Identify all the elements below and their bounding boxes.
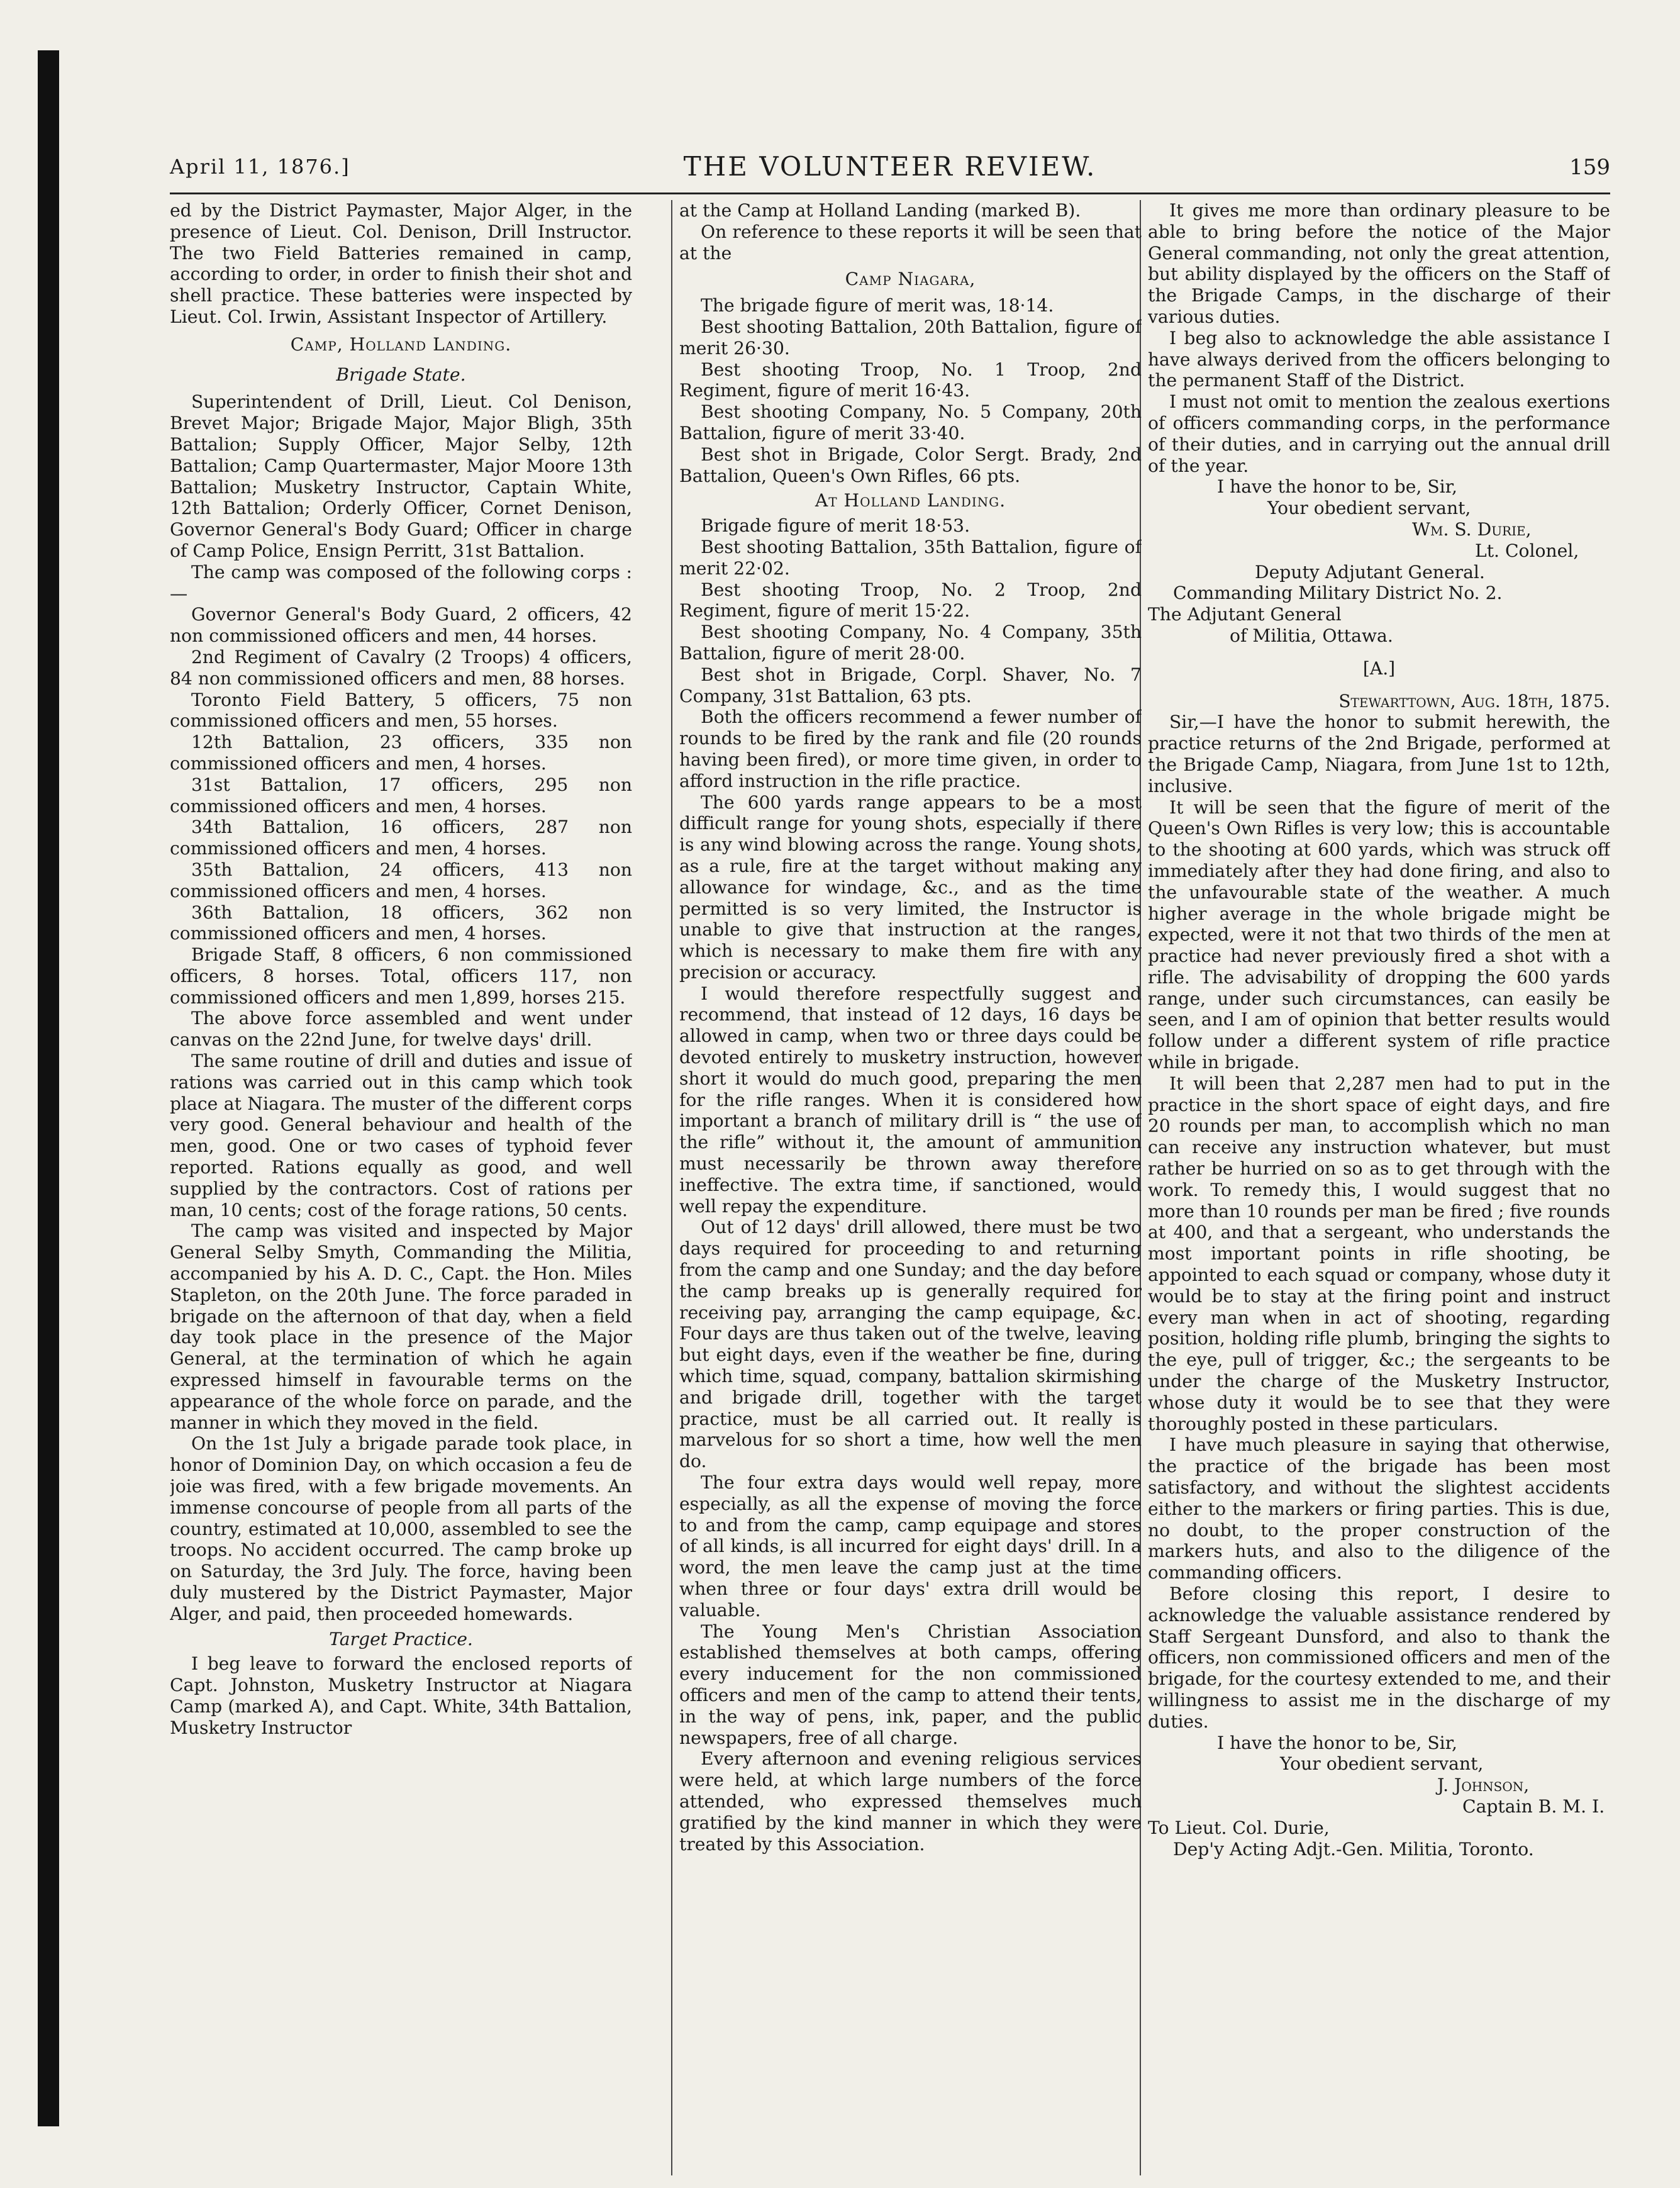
paragraph: 2nd Regiment of Cavalry (2 Troops) 4 officers, 84 non commissioned officers and men, 88 horses. xyxy=(170,646,632,689)
column-divider xyxy=(671,200,672,2175)
closing-line: I have the honor to be, Sir, xyxy=(1217,1732,1457,1753)
paragraph: Brigade Staff, 8 officers, 6 non commissioned officers, 8 horses. Total, officers 117, non commissioned officers and men 1,899, horses 215. xyxy=(170,944,632,1008)
paragraph: Governor General's Body Guard, 2 officers, 42 non commissioned officers and men, 44 horses. xyxy=(170,604,632,647)
paragraph: I have much pleasure in saying that otherwise, the practice of the brigade has been most satisfactory, and without the slightest accidents either to the markers or firing parties. This is due, no doubt, to the proper construction of the markers huts, and also to the diligence of the commanding officers. xyxy=(1148,1434,1610,1583)
header-title: THE VOLUNTEER REVIEW. xyxy=(683,151,1097,182)
paragraph: I must not omit to mention the zealous exertions of officers commanding corps, in the performance of their duties, and in carrying out the annual drill of the year. xyxy=(1148,391,1610,476)
section-heading: Target Practice. xyxy=(329,1628,473,1649)
section-heading: Camp Niagara, xyxy=(845,269,976,290)
header-rule xyxy=(170,193,1610,194)
paragraph: Both the officers recommend a fewer number of rounds to be fired by the rank and file (20 rounds having been fired), or more time given, in order to afford instruction in the rifle practice. xyxy=(679,706,1142,791)
section-heading: At Holland Landing. xyxy=(815,490,1006,511)
paragraph: Best shot in Brigade, Corpl. Shaver, No. 7 Company, 31st Battalion, 63 pts. xyxy=(679,664,1142,706)
page-binding-edge xyxy=(38,50,59,2126)
section-heading: Camp, Holland Landing. xyxy=(290,333,512,355)
paragraph: 34th Battalion, 16 officers, 287 non commissioned officers and men, 4 horses. xyxy=(170,817,632,859)
paragraph: Best shot in Brigade, Color Sergt. Brady, 2nd Battalion, Queen's Own Rifles, 66 pts. xyxy=(679,444,1142,486)
paragraph: Best shooting Battalion, 20th Battalion, figure of merit 26·30. xyxy=(679,316,1142,359)
paragraph: Out of 12 days' drill allowed, there must be two days required for proceeding to and returning from the camp and one Sunday; and the day before the camp breaks up is generally required for receiving pay, arranging the camp equipage, &c. Four days are thus taken out of the twelve, leaving but eight days, even if the weather be fine, during which time, squad, company, battalion skirmishing and brigade drill, together with the target practice, must be all carried out. It really is marvelous for so short a time, how well the men do. xyxy=(679,1217,1142,1472)
paragraph: The four extra days would well repay, more especially, as all the expense of moving the force to and from the camp, camp equipage and stores of all kinds, is all incurred for eight days' drill. In a word, the men leave the camp just at the time when three or four days' extra drill would be valuable. xyxy=(679,1472,1142,1621)
paragraph: It will be seen that the figure of merit of the Queen's Own Rifles is very low; this is accountable to the shooting at 600 yards, which was struck off immediately after they had done firing, and also to the unfavourable state of the weather. A much higher average in the whole brigade might be expected, were it not that two thirds of the men at practice had never previously fired a shot with a rifle. The advisability of dropping the 600 yards range, under such circumstances, can easily be seen, and I am of opinion that better results would follow under a different system of rifle practice while in brigade. xyxy=(1148,796,1610,1073)
page-header xyxy=(170,151,1610,189)
paragraph: The same routine of drill and duties and issue of rations was carried out in this camp which took place at Niagara. The muster of the different corps very good. General behaviour and health of the men, good. One or two cases of typhoid fever reported. Rations equally as good, and well supplied by the contractors. Cost of rations per man, 10 cents; cost of the forage rations, 50 cents. xyxy=(170,1051,632,1220)
paragraph: Every afternoon and evening religious services were held, at which large numbers of the force attended, who expressed themselves much gratified by the kind manner in which they were treated by this Association. xyxy=(679,1748,1142,1855)
signature-name: Wm. S. Durie, xyxy=(1412,518,1532,540)
header-date: April 11, 1876.] xyxy=(170,155,350,179)
paragraph: Best shooting Company, No. 5 Company, 20th Battalion, figure of merit 33·40. xyxy=(679,401,1142,444)
address-line: Dep'y Acting Adjt.-Gen. Militia, Toronto. xyxy=(1173,1838,1534,1860)
paragraph: The 600 yards range appears to be a most difficult range for young shots, especially if there is any wind blowing across the range. Young shots, as a rule, fire at the target without making any allowance for windage, &c., and as the time permitted is so very limited, the Instructor is unable to give that instruction at the ranges, which is necessary to make them fire with any precision or accuracy. xyxy=(679,791,1142,983)
paragraph: ed by the District Paymaster, Major Alger, in the presence of Lieut. Col. Denison, Drill Instructor. The two Field Batteries remained in camp, according to order, in order to finish their shot and shell practice. These batteries were inspected by Lieut. Col. Irwin, Assistant Inspector of Artillery. xyxy=(170,200,632,327)
signature-title: Deputy Adjutant General. xyxy=(1255,561,1485,583)
closing-line: I have the honor to be, Sir, xyxy=(1217,476,1457,498)
paragraph: It will been that 2,287 men had to put in the practice in the short space of eight days, and fire 20 rounds per man, to accomplish which no man can receive any instruction whatever, but must rather be hurried on so as to get through with the work. To remedy this, I would suggest that no more than 10 rounds per man be fired ; five rounds at 400, and that a sergeant, who understands the most important points in rifle shooting, be appointed to each squad or company, whose duty it would be to stay at the firing point and instruct every man when in act of shooting, regarding position, holding rifle plumb, bringing the sights to the eye, pull of trigger, &c.; the sergeants to be under the charge of the Musketry Instructor, whose duty it would be to see that they were thoroughly posted in these particulars. xyxy=(1148,1073,1610,1434)
column-1 xyxy=(170,200,632,2175)
paragraph: Brigade figure of merit 18·53. xyxy=(701,515,971,537)
paragraph: The brigade figure of merit was, 18·14. xyxy=(701,295,1054,316)
signature-rank: Captain B. M. I. xyxy=(1462,1795,1605,1817)
paragraph: Best shooting Battalion, 35th Battalion, figure of merit 22·02. xyxy=(679,536,1142,579)
paragraph: I beg leave to forward the enclosed reports of Capt. Johnston, Musketry Instructor at Niagara Camp (marked A), and Capt. White, 34th Battalion, Musketry Instructor xyxy=(170,1653,632,1738)
paragraph: Sir,—I have the honor to submit herewith, the practice returns of the 2nd Brigade, performed at the Brigade Camp, Niagara, from June 1st to 12th, inclusive. xyxy=(1148,712,1610,796)
column-2 xyxy=(679,200,1142,2175)
signature-title: Commanding Military District No. 2. xyxy=(1173,583,1503,604)
paragraph: at the Camp at Holland Landing (marked B). xyxy=(679,200,1081,221)
paragraph: On reference to these reports it will be seen that at the xyxy=(679,221,1142,264)
address-line: To Lieut. Col. Durie, xyxy=(1148,1817,1330,1838)
paragraph: 12th Battalion, 23 officers, 335 non commissioned officers and men, 4 horses. xyxy=(170,732,632,774)
signature-name: J. Johnson, xyxy=(1437,1775,1530,1796)
paragraph: The camp was visited and inspected by Major General Selby Smyth, Commanding the Militia, accompanied by his A. D. C., Capt. the Hon. Miles Stapleton, on the 20th June. The force paraded in brigade on the afternoon of that day, when a field day took place in the presence of the Major General, at the termination of which he again expressed himself in favourable terms on the appearance of the whole force on parade, and the manner in which they moved in the field. xyxy=(170,1220,632,1433)
paragraph: Toronto Field Battery, 5 officers, 75 non commissioned officers and men, 55 horses. xyxy=(170,689,632,732)
closing-line: Your obedient servant, xyxy=(1280,1753,1484,1775)
paragraph: Best shooting Company, No. 4 Company, 35th Battalion, figure of merit 28·00. xyxy=(679,622,1142,664)
enclosure-label: [A.] xyxy=(1362,657,1396,679)
paragraph: The Young Men's Christian Association established themselves at both camps, offering every inducement for the non commissioned officers and men of the camp to attend their tents, in the way of pens, ink, paper, and the public newspapers, free of all charge. xyxy=(679,1621,1142,1748)
address-line: The Adjutant General xyxy=(1148,604,1342,625)
paragraph: 35th Battalion, 24 officers, 413 non commissioned officers and men, 4 horses. xyxy=(170,859,632,901)
closing-line: Your obedient servant, xyxy=(1267,498,1471,519)
signature-rank: Lt. Colonel, xyxy=(1475,540,1579,561)
column-3 xyxy=(1148,200,1610,2175)
paragraph: 36th Battalion, 18 officers, 362 non commissioned officers and men, 4 horses. xyxy=(170,901,632,944)
paragraph: 31st Battalion, 17 officers, 295 non commissioned officers and men, 4 horses. xyxy=(170,774,632,817)
paragraph: On the 1st July a brigade parade took place, in honor of Dominion Day, on which occasion a feu de joie was fired, with a few brigade movements. An immense concourse of people from all parts of the country, estimated at 10,000, assembled to see the troops. No accident occurred. The camp broke up on Saturday, the 3rd July. The force, having been duly mustered by the District Paymaster, Major Alger, and paid, then proceeded homewards. xyxy=(170,1433,632,1624)
address-line: of Militia, Ottawa. xyxy=(1230,625,1393,646)
paragraph: It gives me more than ordinary pleasure to be able to bring before the notice of the Major General commanding, not only the great attention, but ability displayed by the officers on the Staff of the Brigade Camps, in the discharge of their various duties. xyxy=(1148,200,1610,327)
dateline: Stewarttown, Aug. 18th, 1875. xyxy=(1338,690,1610,712)
paragraph: Best shooting Troop, No. 2 Troop, 2nd Regiment, figure of merit 15·22. xyxy=(679,579,1142,622)
paragraph: Before closing this report, I desire to acknowledge the valuable assistance rendered by Staff Sergeant Dunsford, and also to thank the officers, non commissioned officers and men of the brigade, for the courtesy extended to me, and their willingness to assist me in the discharge of my duties. xyxy=(1148,1583,1610,1732)
header-page-number: 159 xyxy=(1569,155,1610,180)
paragraph: The camp was composed of the following corps :— xyxy=(170,561,632,604)
paragraph: I would therefore respectfully suggest and recommend, that instead of 12 days, 16 days be allowed in camp, when two or three days could be devoted entirely to musketry instruction, however short it would do much good, preparing the men for the rifle ranges. When it is considered how important a branch of military drill is “ the use of the rifle” without it, the amount of ammunition must necessarily be thrown away therefore ineffective. The extra time, if sanctioned, would well repay the expenditure. xyxy=(679,983,1142,1217)
paragraph: Superintendent of Drill, Lieut. Col Denison, Brevet Major; Brigade Major, Major Bligh, 35th Battalion; Supply Officer, Major Selby, 12th Battalion; Camp Quartermaster, Major Moore 13th Battalion; Musketry Instructor, Captain White, 12th Battalion; Orderly Officer, Cornet Denison, Governor General's Body Guard; Officer in charge of Camp Police, Ensign Perritt, 31st Battalion. xyxy=(170,391,632,561)
paragraph: I beg also to acknowledge the able assistance I have always derived from the officers belonging to the permanent Staff of the District. xyxy=(1148,327,1610,391)
paragraph: Best shooting Troop, No. 1 Troop, 2nd Regiment, figure of merit 16·43. xyxy=(679,359,1142,401)
section-heading: Brigade State. xyxy=(336,364,466,385)
paragraph: The above force assembled and went under canvas on the 22nd June, for twelve days' drill. xyxy=(170,1008,632,1051)
